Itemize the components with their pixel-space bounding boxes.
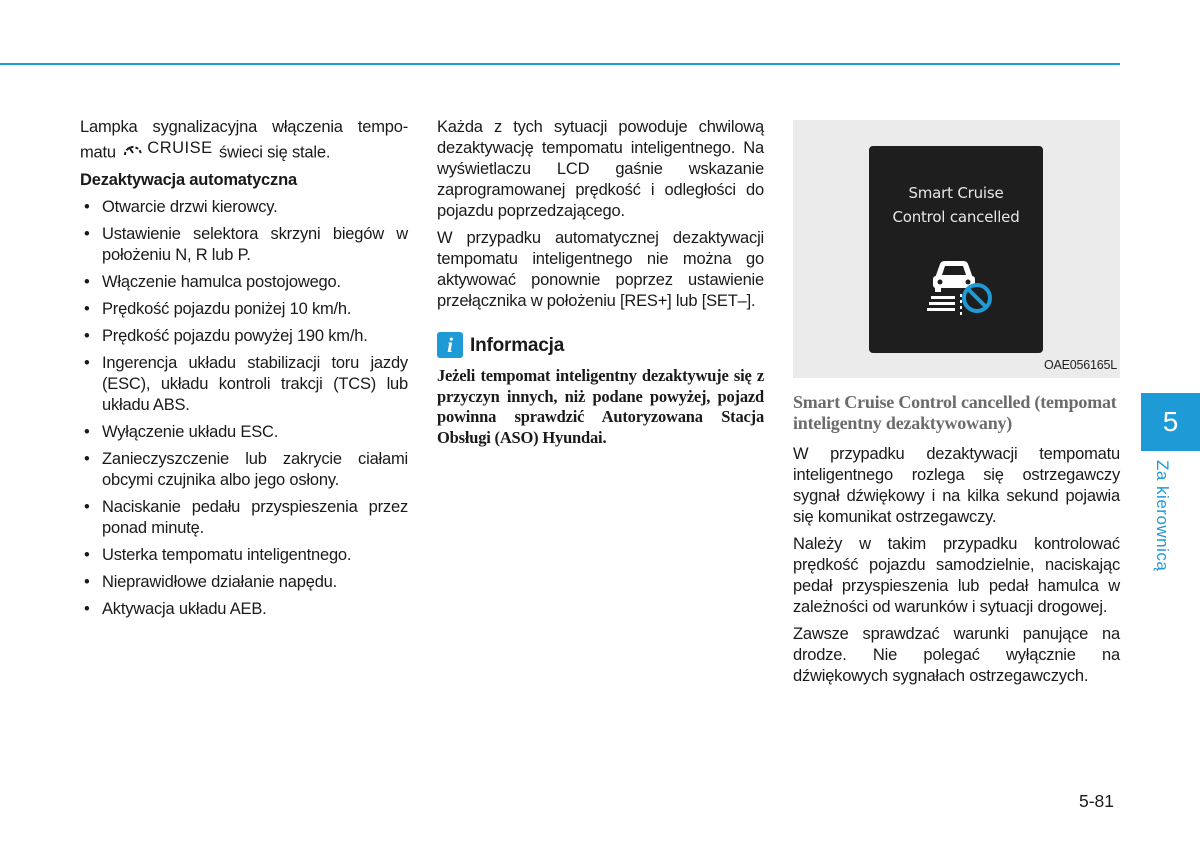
lcd-message-line: Smart Cruise bbox=[908, 184, 1004, 202]
chapter-name: Za kierownicą bbox=[1153, 460, 1172, 572]
list-item: • Otwarcie drzwi kierowcy. bbox=[80, 197, 408, 218]
list-item: • Włączenie hamulca postojowego. bbox=[80, 272, 408, 293]
info-body: Jeżeli tempomat inteligentny dezaktywuje się z przyczyn innych, niż podane powyżej, pojazd powinna sprawdzić Autoryzowana Stacja Obsługi (ASO) Hyundai. bbox=[437, 366, 764, 447]
section-title: Smart Cruise Control cancelled (tempomat inteligentny dezaktywowany) bbox=[793, 392, 1117, 433]
list-item: • Wyłączenie układu ESC. bbox=[80, 422, 408, 443]
list-item: • Usterka tempomatu inteligentnego. bbox=[80, 545, 408, 566]
lcd-figure bbox=[793, 120, 1120, 378]
list-item: • Prędkość pojazdu poniżej 10 km/h. bbox=[80, 299, 408, 320]
list-item: • Ustawienie selektora skrzyni biegów w położeniu N, R lub P. bbox=[80, 224, 408, 266]
body-paragraph: Należy w takim przypadku kontrolować prędkość pojazdu samodzielnie, naciskając pedał przyspieszenia lub pedał hamulca w zależności od warunków i sytuacji drogowej. bbox=[793, 535, 1120, 616]
lcd-screen bbox=[869, 146, 1043, 353]
speedometer-icon bbox=[122, 140, 144, 158]
list-item: • Prędkość pojazdu powyżej 190 km/h. bbox=[80, 326, 408, 347]
middle-column bbox=[437, 117, 764, 448]
lcd-message-line: Control cancelled bbox=[892, 208, 1020, 226]
chapter-tab: 5 bbox=[1141, 393, 1200, 451]
left-column bbox=[80, 117, 408, 626]
list-item: • Zanieczyszczenie lub zakrycie ciałami obcymi czujnika albo jego osłony. bbox=[80, 449, 408, 491]
list-item: • Aktywacja układu AEB. bbox=[80, 599, 408, 620]
cruise-indicator-paragraph: Lampka sygnalizacyjna włączenia tempo-matu CRUISE świeci się stale. bbox=[80, 118, 408, 162]
info-title: Informacja bbox=[470, 334, 565, 356]
info-header bbox=[437, 332, 764, 358]
right-column bbox=[793, 117, 1120, 693]
deactivation-list bbox=[80, 197, 408, 620]
figure-code: OAE056165L bbox=[1043, 358, 1117, 372]
header-rule bbox=[0, 63, 1120, 65]
lcd-message bbox=[869, 181, 1043, 229]
page-number: 5-81 bbox=[1079, 791, 1115, 811]
list-item: • Nieprawidłowe działanie napędu. bbox=[80, 572, 408, 593]
info-icon: i bbox=[437, 332, 463, 358]
list-item: • Naciskanie pedału przyspieszenia przez ponad minutę. bbox=[80, 497, 408, 539]
body-paragraph: W przypadku dezaktywacji tempomatu inteligentnego rozlega się ostrzegawczy sygnał dźwiękowy i na kilka sekund pojawia się komunikat ostrzegawczy. bbox=[793, 445, 1120, 526]
auto-deactivation-heading: Dezaktywacja automatyczna bbox=[80, 170, 297, 189]
cruise-indicator bbox=[122, 138, 212, 159]
body-paragraph: Zawsze sprawdzać warunki panujące na drodze. Nie polegać wyłącznie na dźwiękowych sygnałach ostrzegawczych. bbox=[793, 625, 1120, 685]
cruise-icon-label: CRUISE bbox=[147, 139, 213, 157]
body-paragraph: Każda z tych sytuacji powoduje chwilową dezaktywację tempomatu inteligentnego. Na wyświetlaczu LCD gaśnie wskazanie zaprogramowanej prędkość i odległości do pojazdu poprzedzającego. bbox=[437, 118, 764, 220]
body-paragraph: W przypadku automatycznej dezaktywacji tempomatu inteligentnego nie można go aktywować ponownie poprzez ustawienie przełącznika w położeniu [RES+] lub [SET–]. bbox=[437, 229, 764, 310]
scc-cancelled-icon bbox=[925, 254, 995, 318]
list-item: • Ingerencja układu stabilizacji toru jazdy (ESC), układu kontroli trakcji (TCS) lub układu ABS. bbox=[80, 353, 408, 416]
